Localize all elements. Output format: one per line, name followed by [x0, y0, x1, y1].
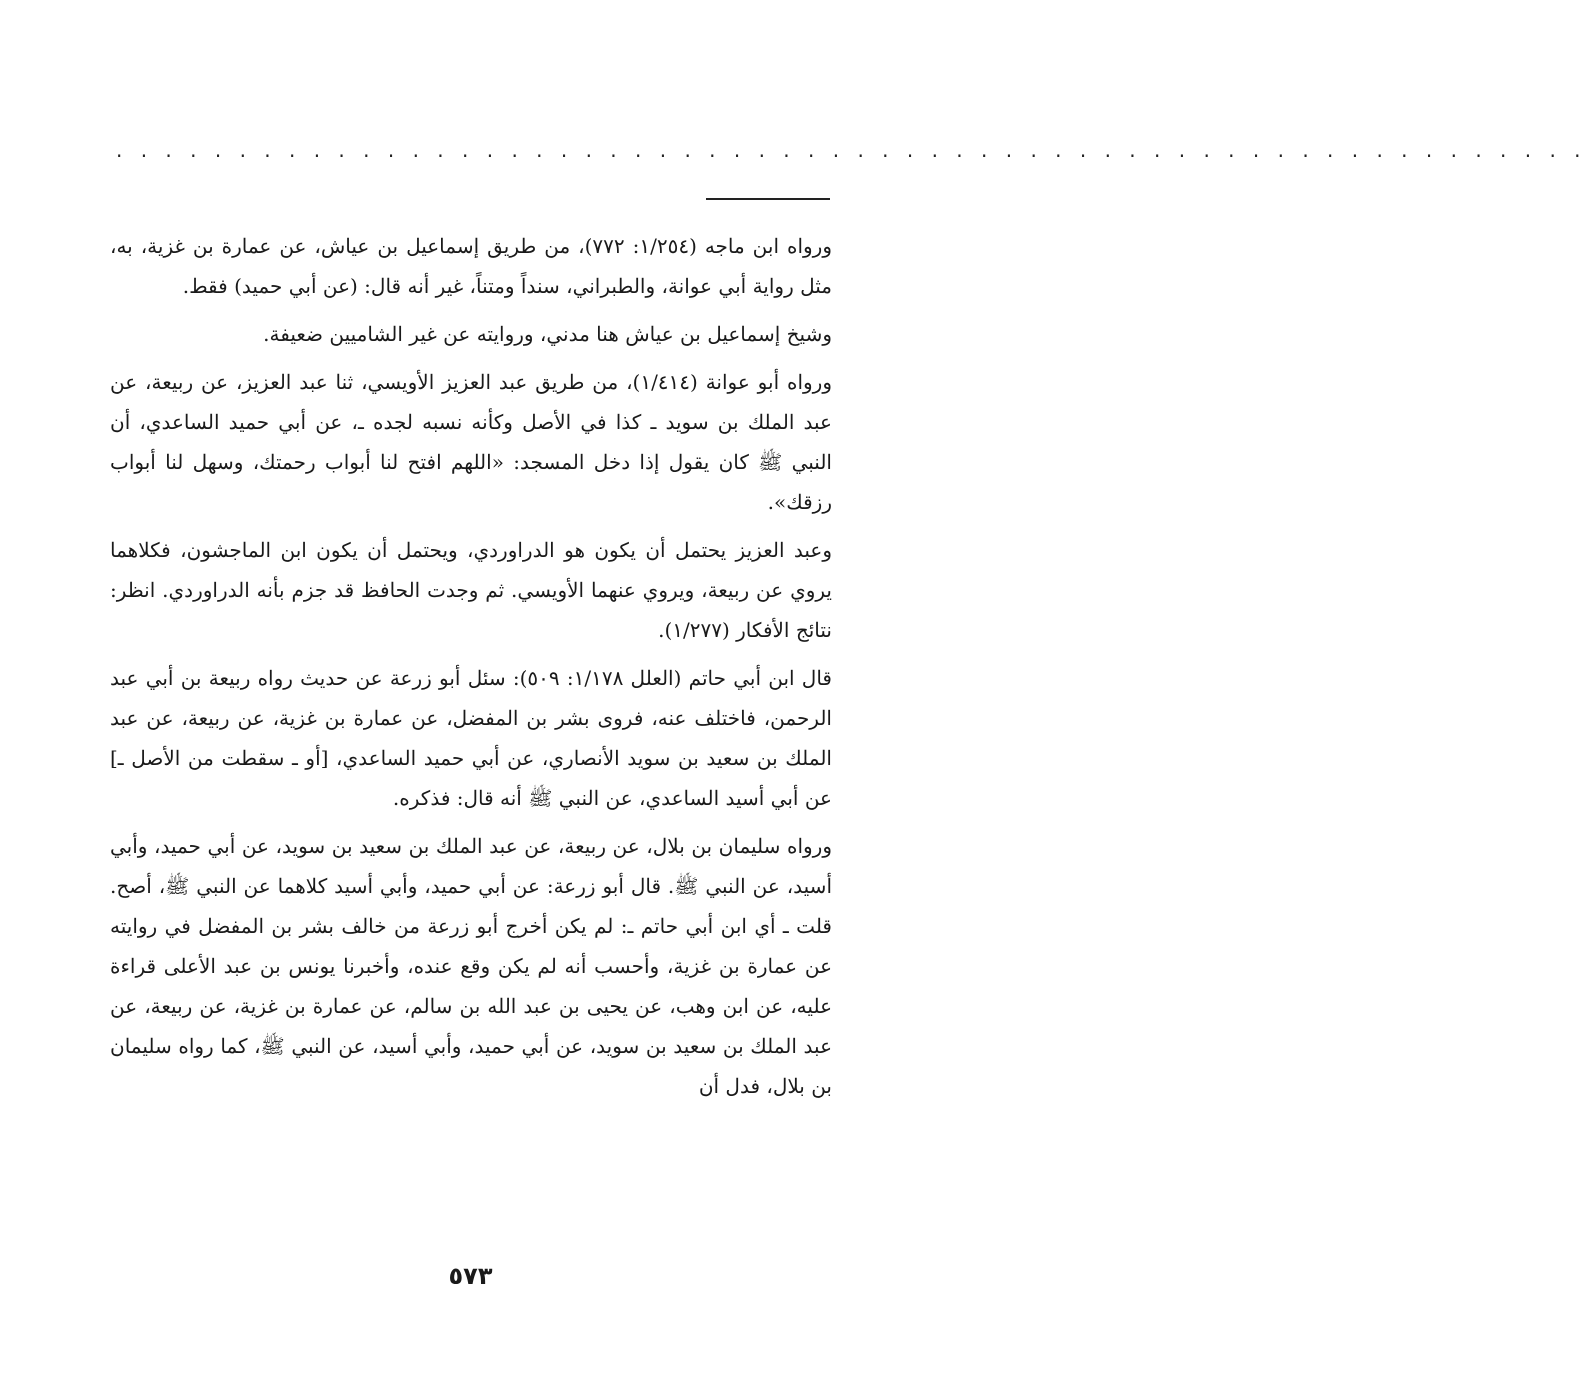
separator-dots: . . . . . . . . . . . . . . . . . . . . . . . . . . . . . . . . . . . . . . . . . . . . . . . . . . . . . . . . . . . . — [116, 138, 1587, 162]
paragraph: ورواه ابن ماجه (١/٢٥٤: ٧٧٢)، من طريق إسماعيل بن عياش، عن عمارة بن غزية، به، مثل رواية أبي عوانة، والطبراني، سنداً ومتناً، غير أنه قال: (عن أبي حميد) فقط. — [110, 234, 832, 298]
footnote-rule — [706, 198, 830, 200]
page-number: ٥٧٣ — [448, 1262, 493, 1290]
paragraph: قال ابن أبي حاتم (العلل ١/١٧٨: ٥٠٩): سئل أبو زرعة عن حديث رواه ربيعة بن أبي عبد الرحمن، فاختلف عنه، فروى بشر بن المفضل، عن عمارة بن غزية، عن ربيعة، عن عبد الملك بن سعيد بن سويد الأنصاري، عن أبي حميد الساعدي، [أو ـ سقطت من الأصل ـ] عن أبي أسيد الساعدي، عن النبي ﷺ أنه قال: فذكره. — [110, 666, 832, 810]
paragraph: وعبد العزيز يحتمل أن يكون هو الدراوردي، ويحتمل أن يكون ابن الماجشون، فكلاهما يروي عن ربيعة، ويروي عنهما الأويسي. ثم وجدت الحافظ قد جزم بأنه الدراوردي. انظر: نتائج الأفكار (١/٢٧٧). — [110, 538, 833, 642]
footnote-text — [110, 226, 832, 1106]
paragraph: وشيخ إسماعيل بن عياش هنا مدني، وروايته عن غير الشاميين ضعيفة. — [263, 322, 832, 346]
paragraph: ورواه أبو عوانة (١/٤١٤)، من طريق عبد العزيز الأويسي، ثنا عبد العزيز، عن ربيعة، عن عبد الملك بن سويد ـ كذا في الأصل وكأنه نسبه لجده ـ، عن أبي حميد الساعدي، أن النبي ﷺ كان يقول إذا دخل المسجد: «اللهم افتح لنا أبواب رحمتك، وسهل لنا أبواب رزقك». — [110, 370, 832, 514]
paragraph: ورواه سليمان بن بلال، عن ربيعة، عن عبد الملك بن سعيد بن سويد، عن أبي حميد، وأبي أسيد، عن النبي ﷺ. قال أبو زرعة: عن أبي حميد، وأبي أسيد كلاهما عن النبي ﷺ، أصح. قلت ـ أي ابن أبي حاتم ـ: لم يكن أخرج أبو زرعة من خالف بشر بن المفضل في روايته عن عمارة بن غزية، وأحسب أنه لم يكن وقع عنده، وأخبرنا يونس بن عبد الأعلى قراءة عليه، عن ابن وهب، عن يحيى بن عبد الله بن سالم، عن عمارة بن غزية، عن ربيعة، عن عبد الملك بن سعيد بن سويد، عن أبي حميد، وأبي أسيد، عن النبي ﷺ، كما رواه سليمان بن بلال، فدل أن — [110, 834, 832, 1098]
